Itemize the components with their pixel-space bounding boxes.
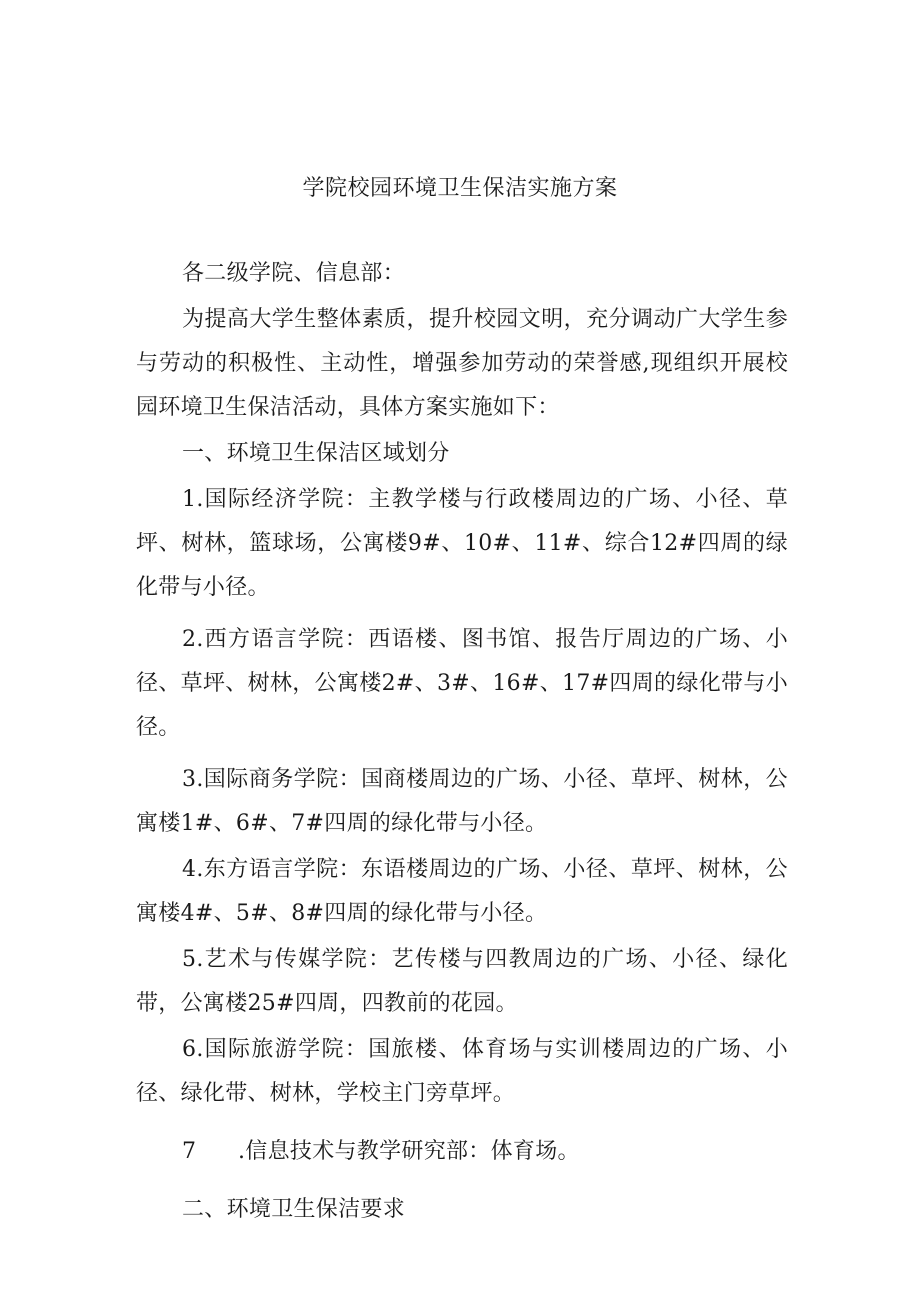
item-number: 1 xyxy=(182,487,197,512)
item-text: .西方语言学院：西语楼、图书馆、报告厅周边的广场、小径、草坪、树林，公寓楼2#、3#、16#、17#四周的绿化带与小径。 xyxy=(136,627,788,740)
list-item xyxy=(136,758,788,846)
item-number: 4 xyxy=(182,857,197,882)
list-item xyxy=(136,1028,788,1116)
item-text: .国际经济学院：主教学楼与行政楼周边的广场、小径、草坪、树林，篮球场，公寓楼9#、10#、11#、综合12#四周的绿化带与小径。 xyxy=(136,487,788,600)
list-item xyxy=(136,1130,788,1174)
section-heading-1: 一、环境卫生保洁区域划分 xyxy=(182,441,450,466)
item-text: .国际旅游学院：国旅楼、体育场与实训楼周边的广场、小径、绿化带、树林，学校主门旁草坪。 xyxy=(136,1037,788,1106)
list-item xyxy=(136,848,788,936)
intro-paragraph: 为提高大学生整体素质，提升校园文明，充分调动广大学生参与劳动的积极性、主动性，增强参加劳动的荣誉感,现组织开展校园环境卫生保洁活动，具体方案实施如下： xyxy=(136,307,788,420)
document-title: 学院校园环境卫生保洁实施方案 xyxy=(302,176,618,201)
section-heading-2: 二、环境卫生保洁要求 xyxy=(182,1197,406,1222)
item-number: 2 xyxy=(182,627,197,652)
item-text: .艺术与传媒学院：艺传楼与四教周边的广场、小径、绿化带，公寓楼25#四周，四教前的花园。 xyxy=(136,947,788,1016)
salutation: 各二级学院、信息部： xyxy=(182,261,406,286)
item-text: .信息技术与教学研究部：体育场。 xyxy=(238,1139,580,1164)
document-body xyxy=(136,252,788,1232)
item-text: .东方语言学院：东语楼周边的广场、小径、草坪、树林，公寓楼4#、5#、8#四周的绿化带与小径。 xyxy=(136,857,788,926)
list-item xyxy=(136,478,788,610)
item-number: 6 xyxy=(182,1037,197,1062)
item-number: 7 xyxy=(182,1139,197,1164)
item-number: 3 xyxy=(182,767,197,792)
list-item xyxy=(136,618,788,750)
list-item xyxy=(136,938,788,1026)
item-text: .国际商务学院：国商楼周边的广场、小径、草坪、树林，公寓楼1#、6#、7#四周的绿化带与小径。 xyxy=(136,767,788,836)
item-number: 5 xyxy=(182,947,197,972)
